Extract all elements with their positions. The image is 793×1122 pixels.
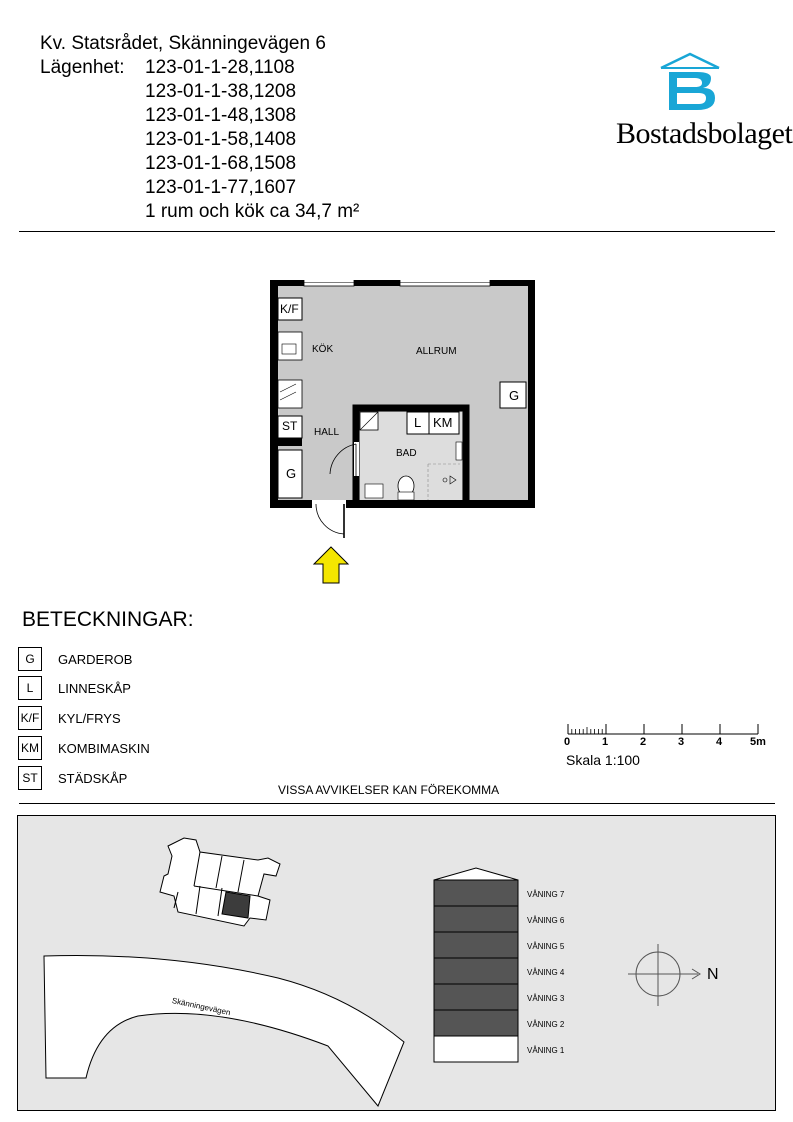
disclaimer: VISSA AVVIKELSER KAN FÖREKOMMA [278,783,500,797]
hall-label: HALL [314,427,340,438]
floor-label-7: VÅNING 7 [527,890,565,899]
header-divider [19,231,775,232]
floor-label-6: VÅNING 6 [527,916,565,925]
legend-label-kombimaskin: KOMBIMASKIN [58,741,150,756]
scale-tick-2: 2 [640,736,647,748]
kitchen-label: KÖK [312,344,334,355]
legend-code-l: L [18,676,42,700]
scale-tick-3: 3 [678,736,685,748]
legend-label-linneskap: LINNESKÅP [58,681,131,696]
legend-label-kylfrys: KYL/FRYS [58,711,121,726]
scale-text: Skala 1:100 [566,752,640,768]
scale-tick-4: 4 [716,736,723,748]
linen-label: L [414,415,422,430]
bathroom-label: BAD [396,448,417,459]
cleaning-cabinet-label: ST [282,419,298,433]
wardrobe-living-label: G [509,388,520,403]
apartment-number-2: 123-01-1-38,1208 [145,81,297,102]
legend-code-kf: K/F [18,706,42,730]
scale-bar [560,720,770,740]
site-plan [17,815,776,1111]
apartment-number-1: 123-01-1-28,1108 [145,57,295,78]
legend-title: BETECKNINGAR: [22,608,194,631]
property-title: Kv. Statsrådet, Skänningevägen 6 [40,33,326,54]
apartment-number-5: 123-01-1-68,1508 [145,153,297,174]
apartment-number-4: 123-01-1-58,1408 [145,129,297,150]
legend-code-km: KM [18,736,42,760]
logo-mark [655,52,725,114]
scale-tick-5: 5m [750,736,766,748]
legend-code-st: ST [18,766,42,790]
legend-code-g: G [18,647,42,671]
legend-label-garderob: GARDEROB [58,652,133,667]
living-room-label: ALLRUM [416,346,457,357]
north-label: N [707,966,719,983]
floor-label-5: VÅNING 5 [527,942,565,951]
floor-label-4: VÅNING 4 [527,968,565,977]
combi-machine-label: KM [433,415,453,430]
wardrobe-hall-label: G [286,466,297,481]
entrance-arrow-icon [312,545,350,585]
siteplan-divider [19,803,775,804]
apartment-number-6: 123-01-1-77,1607 [145,177,297,198]
scale-tick-1: 1 [602,736,609,748]
floor-plan [270,280,535,540]
apartment-label: Lägenhet: [40,57,125,78]
apartment-size: 1 rum och kök ca 34,7 m² [145,201,360,222]
floor-label-1: VÅNING 1 [527,1046,565,1055]
logo-text: Bostadsbolaget [616,117,793,150]
scale-tick-0: 0 [564,736,571,748]
floor-label-2: VÅNING 2 [527,1020,565,1029]
apartment-number-3: 123-01-1-48,1308 [145,105,297,126]
fridge-label: K/F [280,302,299,316]
street-label: Skänningevägen [171,996,232,1018]
floor-label-3: VÅNING 3 [527,994,565,1003]
legend-label-stadskap: STÄDSKÅP [58,771,128,786]
